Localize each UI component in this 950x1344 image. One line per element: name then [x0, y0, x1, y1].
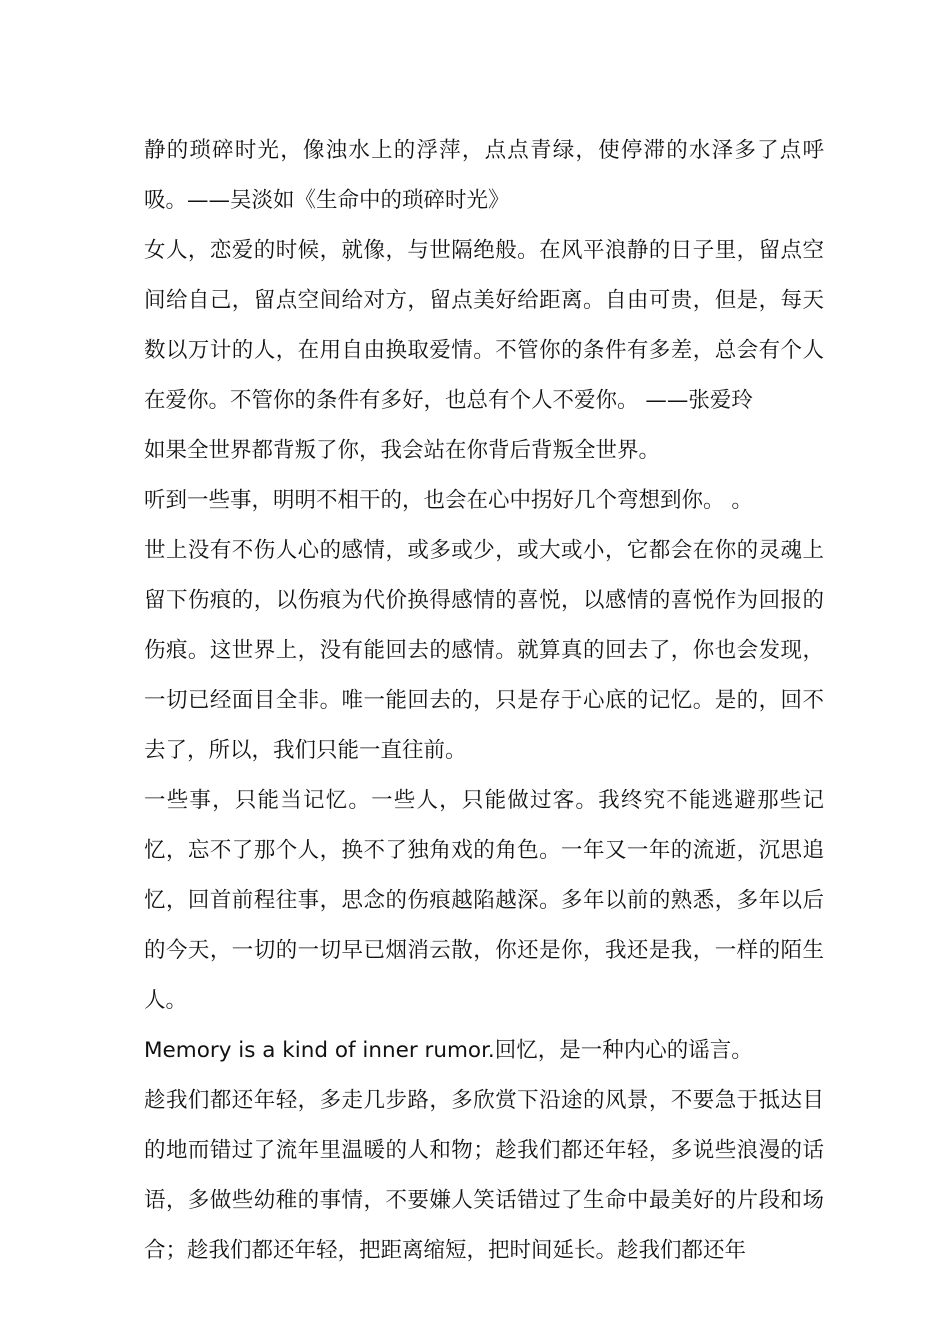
paragraph-8: 趁我们都还年轻，多走几步路，多欣赏下沿途的风景，不要急于抵达目的地而错过了流年里温暖的人和物；趁我们都还年轻，多说些浪漫的话语，多做些幼稚的事情，不要嫌人笑话错过了生命中最美好的片段和场合；趁我们都还年轻，把距离缩短，把时间延长。趁我们都还年: [144, 1088, 824, 1263]
paragraph-5: 世上没有不伤人心的感情，或多或少，或大或小，它都会在你的灵魂上留下伤痕的，以伤痕为代价换得感情的喜悦，以感情的喜悦作为回报的伤痕。这世界上，没有能回去的感情。就算真的回去了，你也会发现，一切已经面目全非。唯一能回去的，只是存于心底的记忆。是的，回不去了，所以，我们只能一直往前。: [144, 538, 824, 763]
paragraph-1: 静的琐碎时光，像浊水上的浮萍，点点青绿，使停滞的水泽多了点呼吸。——吴淡如《生命中的琐碎时光》: [144, 138, 824, 213]
paragraph-6: 一些事，只能当记忆。一些人，只能做过客。我终究不能逃避那些记忆，忘不了那个人，换不了独角戏的角色。一年又一年的流逝，沉思追忆，回首前程往事，思念的伤痕越陷越深。多年以前的熟悉，多年以后的今天，一切的一切早已烟消云散，你还是你，我还是我，一样的陌生人。: [144, 788, 824, 1013]
paragraph-3: 如果全世界都背叛了你，我会站在你背后背叛全世界。: [144, 438, 661, 463]
body-text: [144, 126, 824, 1276]
paragraph-2: 女人，恋爱的时候，就像，与世隔绝般。在风平浪静的日子里，留点空间给自己，留点空间给对方，留点美好给距离。自由可贵，但是，每天数以万计的人，在用自由换取爱情。不管你的条件有多差，总会有个人在爱你。不管你的条件有多好，也总有个人不爱你。 ——张爱玲: [144, 238, 824, 413]
paragraph-7: Memory is a kind of inner rumor.回忆，是一种内心的谣言。: [144, 1038, 753, 1063]
paragraph-4: 听到一些事，明明不相干的，也会在心中拐好几个弯想到你。 。: [144, 488, 753, 513]
